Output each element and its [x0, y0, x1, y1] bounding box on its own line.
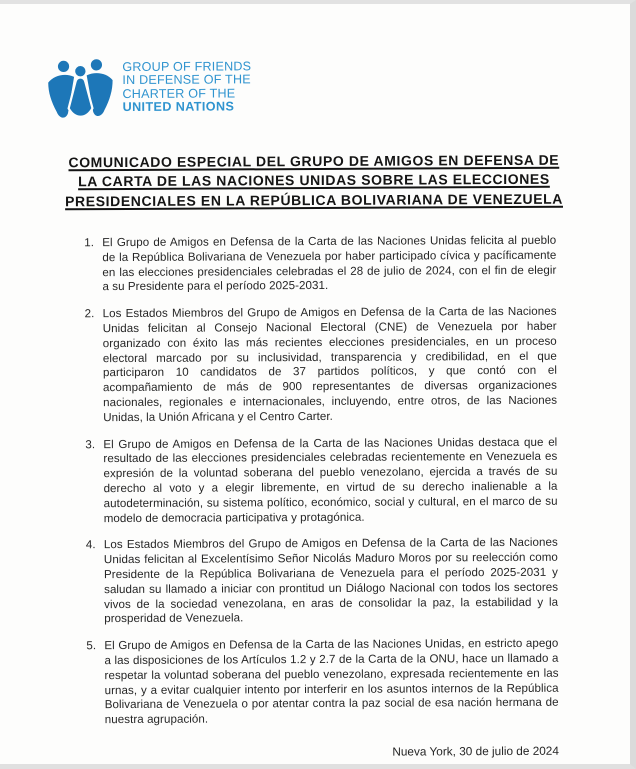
dateline: Nueva York, 30 de julio de 2024 [392, 743, 559, 759]
title-line: PRESIDENCIALES EN LA REPÚBLICA BOLIVARIANA DE VENEZUELA [65, 190, 564, 210]
paragraph-number: 1. [84, 236, 95, 250]
scanned-content [0, 2, 632, 765]
paragraph-text: Los Estados Miembros del Grupo de Amigos en Defensa de la Carta de las Naciones Unidas felicitan al Excelentísimo Señor Nicolás Maduro Moros por su reelección como Presidente de la República Bolivariana de Venezuela para el período 2025-2031 y saludan su llamado a iniciar con prontitud un Diálogo Nacional con todos los sectores vivos de la sociedad venezolana, en aras de consolidar la paz, la estabilidad y la prosperidad de Venezuela. [103, 536, 559, 626]
paragraph-item [86, 536, 558, 627]
logo-text-line: IN DEFENSE OF THE [122, 72, 251, 88]
paragraph-text: El Grupo de Amigos en Defensa de la Carta de las Naciones Unidas, en estricto apego a las disposiciones de los Artículos 1.2 y 2.7 de la Carta de la ONU, hace un llamado a respetar la voluntad soberana del pueblo venezolano, expresada recientemente en las urnas, y a evitar cualquier intento por interferir en los asuntos internos de la República Bolivariana de Venezuela o por atentar contra la paz social de esa nación hermana de nuestra agrupación. [104, 636, 559, 727]
paragraph-number: 5. [86, 639, 97, 653]
logo-text-line: CHARTER OF THE [122, 86, 236, 101]
paragraph-item [85, 305, 558, 426]
logo-text-line: GROUP OF FRIENDS [122, 59, 252, 75]
document-title [29, 151, 599, 212]
group-of-friends-people-icon [44, 57, 116, 127]
paragraph-item [86, 637, 558, 728]
title-line: COMUNICADO ESPECIAL DEL GRUPO DE AMIGOS EN DEFENSA DE [68, 151, 560, 171]
paragraph-number: 2. [84, 307, 95, 321]
organization-logo [44, 56, 251, 127]
paragraph-text: Los Estados Miembros del Grupo de Amigos en Defensa de la Carta de las Naciones Unidas felicitan al Consejo Nacional Electoral (CNE) de Venezuela por haber organizado con éxito las más recientes elecciones presidenciales, en un proceso electoral marcado por su inclusividad, transparencia y credibilidad, en el que participaron 10 candidatos de 37 partidos políticos, y que contó con el acompañamiento de más de 900 representantes de diversas organizaciones nacionales, regionales e internacionales, incluyendo, entre otros, de las Naciones Unidas, la Unión Africana y el Centro Carter. [102, 304, 558, 424]
paragraph-number: 4. [85, 538, 96, 552]
paragraph-item [84, 234, 556, 296]
paragraph-item [85, 435, 557, 526]
logo-text-line-bold: UNITED NATIONS [122, 99, 235, 115]
paragraph-text: El Grupo de Amigos en Defensa de la Carta de las Naciones Unidas destaca que el resultado de las elecciones presidenciales celebradas recientemente en Venezuela es expresión de la voluntad soberana del pueblo venezolano, ejercida a través de su derecho al voto y a elegir libremente, en virtud de su derecho inalienable a la autodeterminación, su sistema político, económico, social y cultural, en el marco de su modelo de democracia participativa y protagónica. [103, 435, 558, 525]
document-body [84, 234, 559, 760]
paragraph-number: 3. [85, 437, 96, 451]
paragraph-text: El Grupo de Amigos en Defensa de la Carta de las Naciones Unidas felicita al pueblo de la República Bolivariana de Venezuela por haber participado cívica y pacíficamente en las elecciones presidenciales celebradas el 28 de julio de 2024, con el fin de elegir a su Presidente para el período 2025-2031. [102, 233, 557, 294]
logo-text [122, 60, 251, 114]
title-line: LA CARTA DE LAS NACIONES UNIDAS SOBRE LAS ELECCIONES [78, 171, 550, 190]
